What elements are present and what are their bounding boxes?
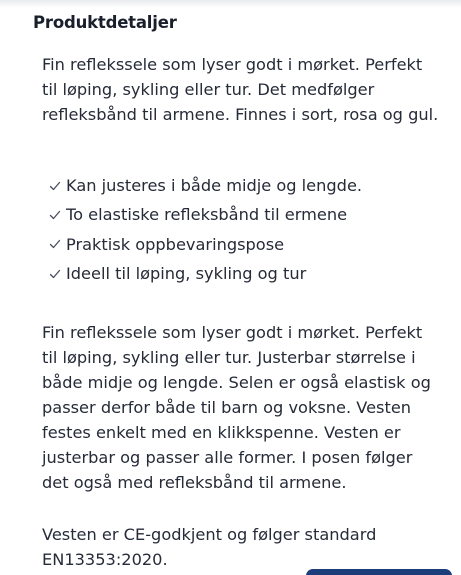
check-icon xyxy=(48,208,62,222)
section-heading: Produktdetaljer xyxy=(33,13,177,32)
check-icon xyxy=(48,237,62,251)
certification-paragraph: Vesten er CE-godkjent og følger standard EN13353:2020. xyxy=(42,525,377,569)
feature-text: Kan justeres i både midje og lengde. xyxy=(66,176,363,196)
feature-text: Ideell til løping, sykling og tur xyxy=(66,264,307,284)
intro-paragraph: Fin reflekssele som lyser godt i mørket. Perfekt til løping, sykling eller tur. Det medfølger refleksbånd til armene. Finnes i sort, rosa og gul. xyxy=(42,55,439,124)
feature-item xyxy=(48,171,362,200)
check-icon xyxy=(48,267,62,281)
description-paragraph: Fin reflekssele som lyser godt i mørket. Perfekt til løping, sykling eller tur. Justerbar størrelse i både midje og lengde. Selen er også elastisk og passer derfor både til barn og voksne. Vesten festes enkelt med en klikkspenne. Vesten er justerbar og passer alle former. I posen følger det også med refleksbånd til armene. xyxy=(42,323,431,492)
feature-item xyxy=(48,230,362,259)
feature-text: Praktisk oppbevaringspose xyxy=(66,234,285,254)
feature-item xyxy=(48,200,362,229)
feature-text: To elastiske refleksbånd til ermene xyxy=(66,205,348,225)
top-shadow xyxy=(0,0,461,8)
check-icon xyxy=(48,179,62,193)
feature-item xyxy=(48,259,362,288)
add-to-cart-button[interactable] xyxy=(306,569,452,575)
feature-list xyxy=(48,171,362,288)
